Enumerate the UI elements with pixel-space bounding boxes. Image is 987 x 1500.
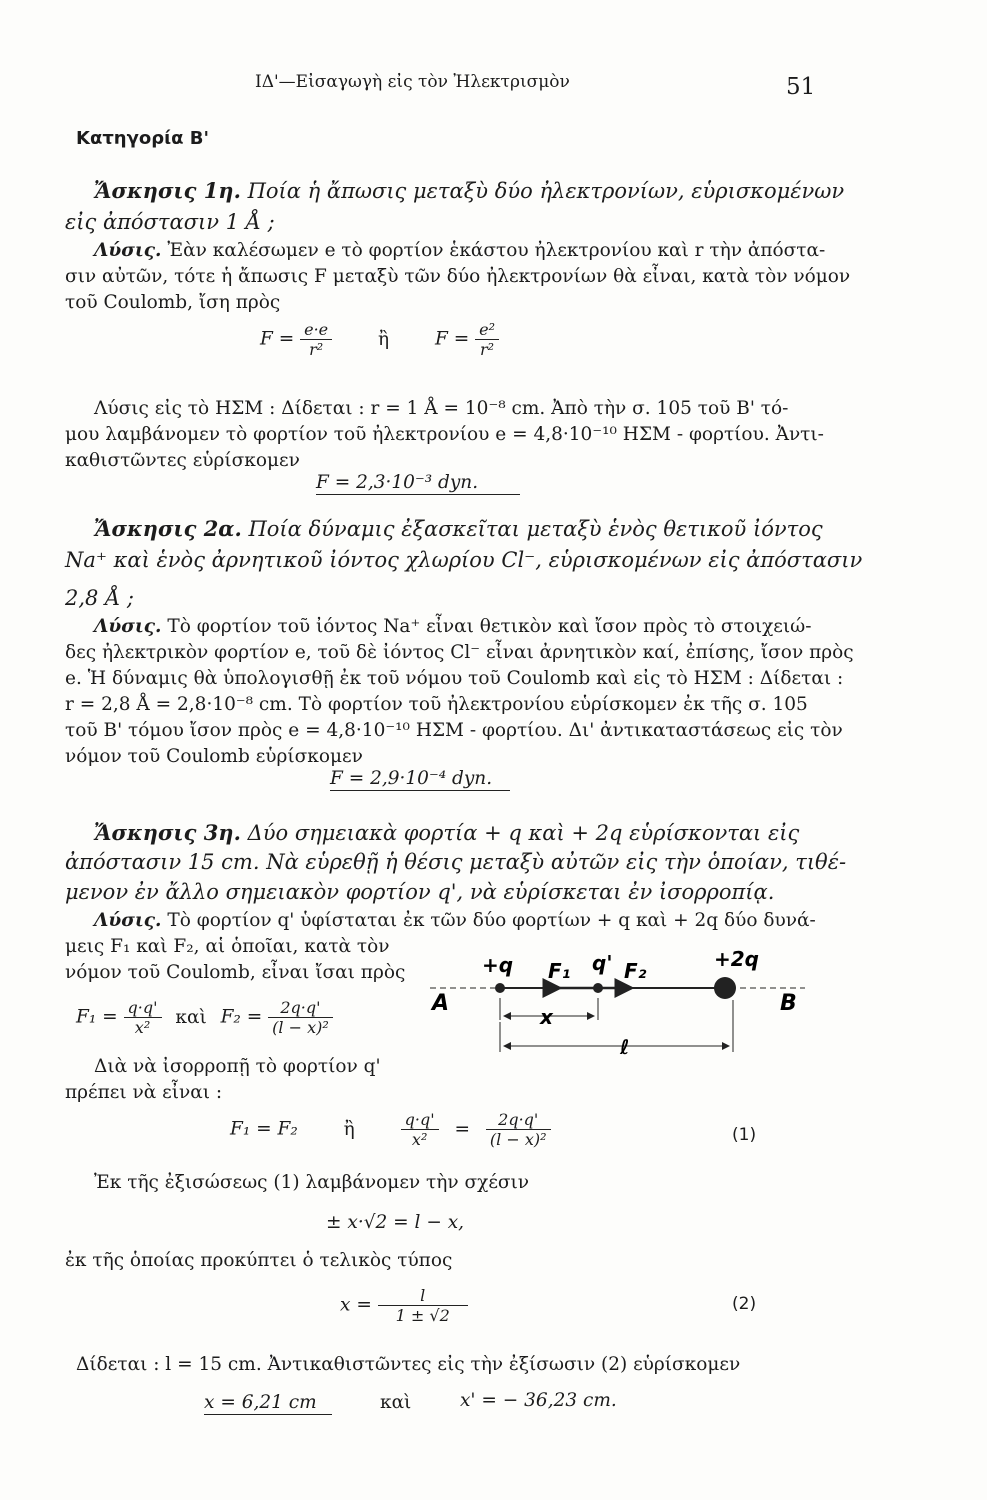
- eq1-lhs: F₁ = F₂: [230, 1118, 298, 1140]
- exercise-3-question-text: Δύο σημειακὰ φορτία + q καὶ + 2q εὑρίσκονται εἰς: [247, 821, 800, 845]
- exercise-3-solution-line-6: Ἐκ τῆς ἐξισώσεως (1) λαμβάνομεν τὴν σχέσιν: [94, 1172, 530, 1193]
- f1-fraction: [124, 998, 162, 1037]
- exercise-1-solution-line-3: τοῦ Coulomb, ἴση πρὸς: [65, 292, 281, 313]
- page-number: 51: [786, 74, 816, 100]
- exercise-3-solution-line-5: πρέπει νὰ εἶναι :: [65, 1082, 223, 1103]
- formula-denominator: r²: [309, 340, 324, 359]
- eq1-fraction-2: [486, 1110, 551, 1149]
- f2-fraction: [268, 998, 333, 1037]
- exercise-3-question-line-3: μενον ἐν ἄλλο σημειακὸν φορτίον q', νὰ εὑρίσκεται ἐν ἰσορροπίᾳ.: [65, 880, 775, 904]
- exercise-2-solution-line-6: νόμον τοῦ Coulomb εὑρίσκομεν: [65, 746, 363, 767]
- formula-fraction-1: [300, 320, 332, 359]
- f-and: καὶ: [175, 1006, 207, 1028]
- charges-diagram: [420, 940, 810, 1070]
- exercise-3-solution-label: Λύσις.: [94, 910, 162, 931]
- exercise-3-solution-line-2: μεις F₁ καὶ F₂, αἱ ὁποῖαι, κατὰ τὸν: [65, 936, 390, 957]
- exercise-1-solution-line-5: μου λαμβάνομεν τὸ φορτίον τοῦ ἠλεκτρονίου e = 4,8·10⁻¹⁰ ΗΣΜ - φορτίου. Ἀντι-: [65, 424, 824, 445]
- exercise-1-question-line-2: εἰς ἀπόστασιν 1 Å ;: [65, 210, 275, 234]
- exercise-1-solution-line-4: Λύσις εἰς τὸ ΗΣΜ : Δίδεται : r = 1 Å = 10⁻⁸ cm. Ἀπὸ τὴν σ. 105 τοῦ Β' τό-: [94, 398, 789, 419]
- formula-fraction-2: [475, 320, 499, 359]
- formula-numerator: e·e: [300, 320, 332, 340]
- exercise-2-solution-label: Λύσις.: [94, 616, 162, 637]
- label-f1: F₁: [548, 959, 571, 983]
- exercise-1-question-text: Ποία ἡ ἄπωσις μεταξὺ δύο ἠλεκτρονίων, εὑρισκομένων: [247, 179, 845, 203]
- exercise-1-result: F = 2,3·10⁻³ dyn.: [316, 472, 520, 495]
- exercise-2-solution-line-4: r = 2,8 Å = 2,8·10⁻⁸ cm. Τὸ φορτίον τοῦ ἠλεκτρονίου εὑρίσκομεν ἐκ τῆς σ. 105: [65, 694, 808, 715]
- exercise-2-question-line-1: [94, 516, 823, 541]
- exercise-1-solution-text: Ἐὰν καλέσωμεν e τὸ φορτίον ἑκάστου ἠλεκτρονίου καὶ r τὴν ἀπόστα-: [167, 240, 826, 261]
- label-dimension-x: x: [540, 1005, 553, 1029]
- equation-2-tag: (2): [732, 1294, 757, 1314]
- eq1-denominator-1: x²: [411, 1130, 428, 1149]
- exercise-2-question-text: Ποία δύναμις ἐξασκεῖται μεταξὺ ἑνὸς θετικοῦ ἰόντος: [248, 517, 823, 541]
- label-plus-q: +q: [482, 953, 514, 977]
- force-formulas: [76, 998, 333, 1037]
- exercise-3-solution-line-7: ἐκ τῆς ὁποίας προκύπτει ὁ τελικὸς τύπος: [65, 1250, 453, 1271]
- exercise-3-question-line-2: ἀπόστασιν 15 cm. Νὰ εὑρεθῇ ἡ θέσις μεταξὺ αὐτῶν εἰς τὴν ὁποίαν, τιθέ-: [65, 850, 847, 874]
- exercise-3-title: Ἄσκησις 3η.: [94, 820, 241, 845]
- formula-denominator-2: r²: [480, 340, 495, 359]
- formula-or: ἢ: [378, 328, 390, 350]
- f2-numerator: 2q·q': [268, 998, 333, 1018]
- exercise-3-question-line-1: [94, 820, 799, 845]
- running-title: ΙΔ'—Εἰσαγωγὴ εἰς τὸν Ἠλεκτρισμὸν: [255, 72, 570, 92]
- charge-q-dot: [495, 983, 505, 993]
- charge-2q-dot: [714, 977, 736, 999]
- eq2-lhs: x =: [340, 1294, 372, 1316]
- answer-x: x = 6,21 cm: [204, 1392, 332, 1415]
- relation-equation: ± x·√2 = l − x,: [326, 1212, 465, 1233]
- label-dimension-l: ℓ: [620, 1035, 630, 1059]
- exercise-2-solution-text: Τὸ φορτίον τοῦ ἰόντος Na⁺ εἶναι θετικὸν καὶ ἴσον πρὸς τὸ στοιχειώ-: [167, 616, 812, 637]
- f1-denominator: x²: [134, 1018, 151, 1037]
- eq2-denominator: 1 ± √2: [395, 1306, 450, 1325]
- formula-lhs: F =: [260, 328, 295, 350]
- exercise-2-question-line-3: 2,8 Å ;: [65, 586, 134, 610]
- exercise-2-result: F = 2,9·10⁻⁴ dyn.: [330, 768, 510, 791]
- category-heading: Κατηγορία Β': [76, 128, 210, 149]
- equation-1-tag: (1): [732, 1125, 757, 1145]
- label-q-prime: q': [592, 951, 613, 975]
- formula-lhs-2: F =: [435, 328, 470, 350]
- exercise-3-solution-line-1: [94, 910, 816, 931]
- exercise-1-title: Ἄσκησις 1η.: [94, 178, 241, 203]
- exercise-1-solution-line-6: καθιστῶντες εὑρίσκομεν: [65, 450, 300, 471]
- exercise-2-solution-line-5: τοῦ Β' τόμου ἴσον πρὸς e = 4,8·10⁻¹⁰ ΗΣΜ - φορτίου. Δι' ἀντικαταστάσεως εἰς τὸν: [65, 720, 843, 741]
- exercise-1-question-line-1: [94, 178, 844, 203]
- label-f2: F₂: [624, 959, 647, 983]
- coulomb-formula: [260, 320, 499, 359]
- eq1-fraction-1: [401, 1110, 439, 1149]
- f1-lhs: F₁ =: [76, 1006, 118, 1028]
- formula-numerator-2: e²: [475, 320, 499, 340]
- answer-x-prime: x' = − 36,23 cm.: [460, 1390, 617, 1411]
- f2-denominator: (l − x)²: [272, 1018, 329, 1037]
- exercise-3-solution-text: Τὸ φορτίον q' ὑφίσταται ἐκ τῶν δύο φορτίων + q καὶ + 2q δύο δυνά-: [167, 910, 816, 931]
- exercise-2-question-line-2: Na⁺ καὶ ἑνὸς ἀρνητικοῦ ἰόντος χλωρίου Cl⁻, εὑρισκομένων εἰς ἀπόστασιν: [65, 548, 863, 572]
- eq1-or: ἢ: [343, 1118, 355, 1140]
- exercise-2-solution-line-2: δες ἠλεκτρικὸν φορτίον e, τοῦ δὲ ἰόντος Cl⁻ εἶναι ἀρνητικὸν καί, ἐπίσης, ἴσον πρὸς: [65, 642, 854, 663]
- equilibrium-equation: [230, 1110, 551, 1149]
- eq1-equals: =: [454, 1118, 471, 1140]
- exercise-1-solution-line-2: σιν αὐτῶν, τότε ἡ ἄπωσις F μεταξὺ τῶν δύο ἠλεκτρονίων θὰ εἶναι, κατὰ τὸν νόμον: [65, 266, 851, 287]
- exercise-2-title: Ἄσκησις 2α.: [94, 516, 242, 541]
- exercise-3-solution-line-8: Δίδεται : l = 15 cm. Ἀντικαθιστῶντες εἰς τὴν ἐξίσωσιν (2) εὑρίσκομεν: [76, 1354, 741, 1375]
- exercise-3-solution-line-4: Διὰ νὰ ἰσορροπῇ τὸ φορτίον q': [94, 1056, 381, 1077]
- f2-lhs: F₂ =: [220, 1006, 263, 1028]
- eq1-numerator-1: q·q': [401, 1110, 439, 1130]
- exercise-2-solution-line-3: e. Ἡ δύναμις θὰ ὑπολογισθῇ ἐκ τοῦ νόμου τοῦ Coulomb καὶ εἰς τὸ ΗΣΜ : Δίδεται :: [65, 668, 844, 689]
- label-point-b: B: [780, 991, 797, 1016]
- final-formula: [340, 1286, 468, 1325]
- answer-and: καὶ: [380, 1392, 412, 1413]
- label-plus-2q: +2q: [714, 947, 759, 971]
- eq1-numerator-2: 2q·q': [486, 1110, 551, 1130]
- exercise-3-solution-line-3: νόμον τοῦ Coulomb, εἶναι ἴσαι πρὸς: [65, 962, 406, 983]
- exercise-2-solution-line-1: [94, 616, 811, 637]
- f1-numerator: q·q': [124, 998, 162, 1018]
- eq2-fraction: [378, 1286, 468, 1325]
- eq1-denominator-2: (l − x)²: [489, 1130, 547, 1149]
- exercise-1-solution-label: Λύσις.: [94, 240, 162, 261]
- label-point-a: A: [432, 991, 450, 1016]
- eq2-numerator: l: [378, 1286, 468, 1306]
- exercise-1-solution-line-1: [94, 240, 825, 261]
